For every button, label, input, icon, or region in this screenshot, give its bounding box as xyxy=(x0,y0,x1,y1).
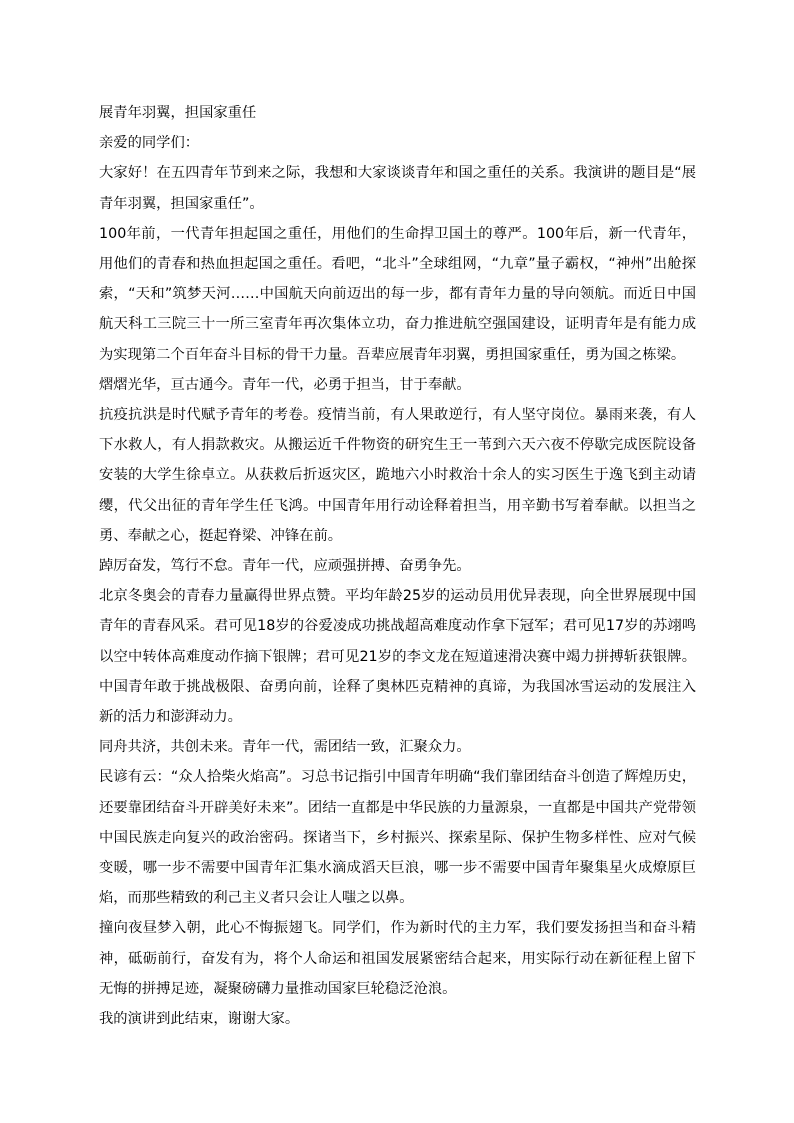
paragraph-10: 我的演讲到此结束，谢谢大家。 xyxy=(99,1011,300,1028)
paragraph-7: 同舟共济，共创未来。青年一代，需团结一致，汇聚众力。 xyxy=(99,739,471,756)
speech-title: 展青年羽翼，担国家重任 xyxy=(99,105,257,121)
paragraph-4: 抗疫抗洪是时代赋予青年的考卷。疫情当前，有人果敢逆行，有人坚守岗位。暴雨来袭，有人下水救人，有人捐款救灾。从搬运近千件物资的研究生王一苇到六天六夜不停歇完成医院设备安装的大学生徐卓立。从获救后折返灾区，跪地六小时救治十余人的实习医生于逸飞到主动请缨，代父出征的青年学生任飞鸿。中国青年用行动诠释着担当，用辛勤书写着奉献。以担当之勇、奉献之心，挺起脊梁、冲锋在前。 xyxy=(99,407,696,544)
paragraph-6: 北京冬奥会的青春力量赢得世界点赞。平均年龄25岁的运动员用优异表现，向全世界展现中国青年的青春风采。君可见18岁的谷爱凌成功挑战超高难度动作拿下冠军；君可见17岁的苏翊鸣以空中转体高难度动作摘下银牌；君可见21岁的李文龙在短道速滑决赛中竭力拼搏斩获银牌。中国青年敢于挑战极限、奋勇向前，诠释了奥林匹克精神的真谛，为我国冰雪运动的发展注入新的活力和澎湃动力。 xyxy=(99,588,696,726)
paragraph-3: 熠熠光华，亘古通今。青年一代，必勇于担当，甘于奉献。 xyxy=(99,376,471,393)
speech-body xyxy=(99,98,696,1034)
paragraph-2: 100年前，一代青年担起国之重任，用他们的生命捍卫国土的尊严。100年后，新一代青年，用他们的青春和热血担起国之重任。看吧，“北斗”全球组网，“九章”量子霸权，“神州”出舱探索，“天和”筑梦天河……中国航天向前迈出的每一步，都有青年力量的导向领航。而近日中国航天科工三院三十一所三室青年再次集体立功，奋力推进航空强国建设，证明青年是有能力成为实现第二个百年奋斗目标的骨干力量。吾辈应展青年羽翼，勇担国家重任，勇为国之栋梁。 xyxy=(99,225,696,363)
paragraph-9: 撞向夜昼梦入朝，此心不悔振翅飞。同学们，作为新时代的主力军，我们要发扬担当和奋斗精神，砥砺前行，奋发有为，将个人命运和祖国发展紧密结合起来，用实际行动在新征程上留下无悔的拼搏足迹，凝聚磅礴力量推动国家巨轮稳泛沧浪。 xyxy=(99,920,696,997)
paragraph-5: 踔厉奋发，笃行不怠。青年一代，应顽强拼搏、奋勇争先。 xyxy=(99,558,471,575)
paragraph-8: 民谚有云：“众人拾柴火焰高”。习总书记指引中国青年明确“我们靠团结奋斗创造了辉煌历史，还要靠团结奋斗开辟美好未来”。团结一直都是中华民族的力量源泉，一直都是中国共产党带领中国民族走向复兴的政治密码。探诸当下，乡村振兴、探索星际、保护生物多样性、应对气候变暖，哪一步不需要中国青年汇集水滴成滔天巨浪，哪一步不需要中国青年聚集星火成燎原巨焰，而那些精致的利己主义者只会让人嗤之以鼻。 xyxy=(99,769,696,907)
salutation: 亲爱的同学们： xyxy=(99,135,200,152)
paragraph-1: 大家好！在五四青年节到来之际，我想和大家谈谈青年和国之重任的关系。我演讲的题目是“展青年羽翼，担国家重任”。 xyxy=(99,165,696,212)
